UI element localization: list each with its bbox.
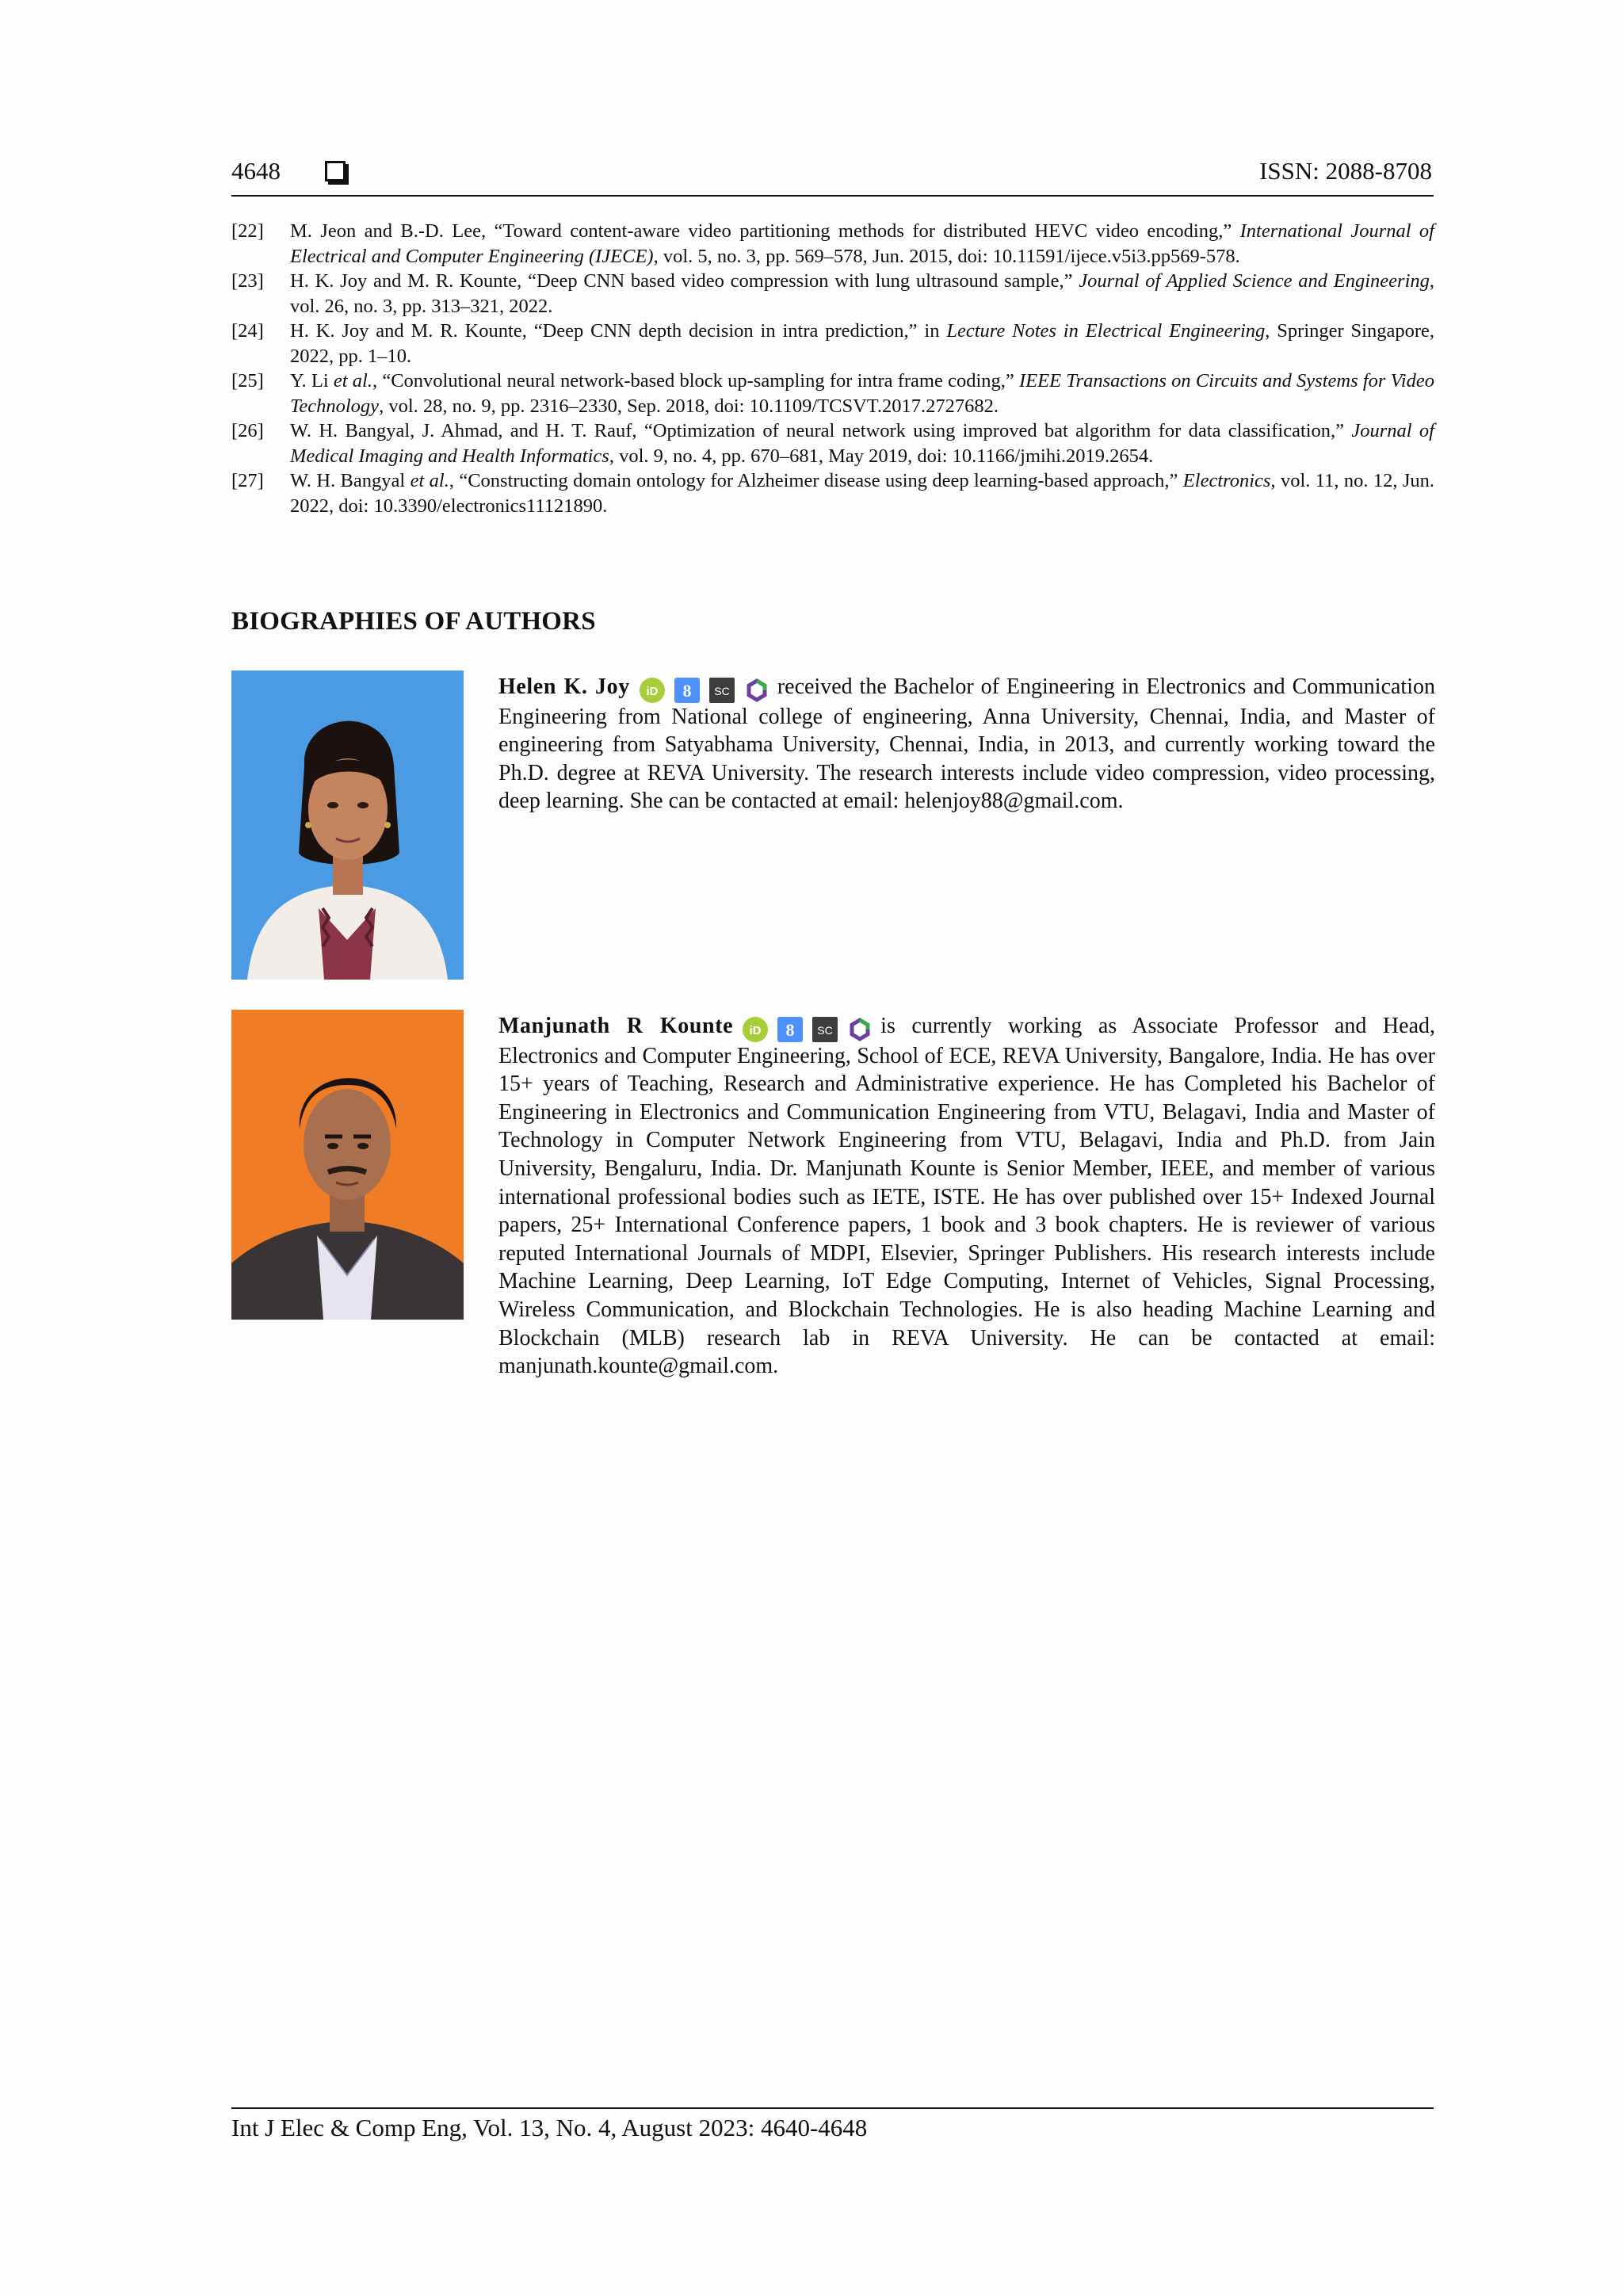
issn-label: ISSN: 2088-8708 [1259, 157, 1432, 185]
author-photo-manjunath-kounte [231, 1010, 464, 1320]
reference-item [231, 468, 1434, 518]
reference-text-part: , vol. 11, no. 12, Jun. 2022, doi: 10.3390/electronics11121890. [290, 470, 1435, 517]
reference-journal: IEEE Transactions on Circuits and Systems for Video Technology [290, 370, 1434, 417]
reference-text-part: , “Constructing domain ontology for Alzheimer disease using deep learning-based approach,” [449, 470, 1183, 491]
page-number: 4648 [231, 157, 281, 185]
reference-text-part: , vol. 26, no. 3, pp. 313–321, 2022. [290, 270, 1434, 317]
author-bio-helen-joy [498, 673, 1435, 816]
reference-text-part: W. H. Bangyal [290, 470, 411, 491]
reference-text [290, 219, 1434, 269]
reference-et-al: et al. [333, 370, 372, 392]
svg-text:SC: SC [714, 684, 730, 697]
reference-number: [26] [231, 420, 264, 441]
profile-links [640, 674, 769, 703]
author-bio-text: received the Bachelor of Engineering in Electronics and Communication Engineering from National college of engineering, Anna University, Chennai, India, and Master of engineering from Satyabhama University, Chennai, India, in 2013, and currently working toward the Ph.D. degree at REVA University. The research interests include video compression, video processing, deep learning. She can be contacted at email: helenjoy88@gmail.com. [498, 674, 1435, 814]
reference-number: [24] [231, 320, 264, 342]
profile-links [743, 1014, 873, 1042]
scopus-icon[interactable] [709, 678, 735, 703]
reference-journal: Lecture Notes in Electrical Engineering [946, 320, 1266, 342]
author-bio-manjunath-kounte [498, 1012, 1435, 1381]
page-footer: Int J Elec & Comp Eng, Vol. 13, No. 4, August 2023: 4640-4648 [231, 2107, 1434, 2144]
reference-text-part: H. K. Joy and M. R. Kounte, “Deep CNN depth decision in intra prediction,” in [290, 320, 947, 342]
reference-text [290, 369, 1434, 418]
reference-journal: Journal of Medical Imaging and Health Informatics [290, 420, 1434, 467]
reference-text-part: , vol. 9, no. 4, pp. 670–681, May 2019, doi: 10.1166/jmihi.2019.2654. [609, 445, 1154, 467]
svg-text:iD: iD [749, 1023, 762, 1037]
reference-number: [25] [231, 370, 264, 392]
reference-item [231, 219, 1434, 269]
publons-icon[interactable] [744, 678, 769, 703]
reference-text [290, 319, 1434, 369]
author-name: Helen K. Joy [498, 674, 630, 699]
reference-text-part: , Springer Singapore, 2022, pp. 1–10. [290, 320, 1434, 367]
reference-item [231, 369, 1434, 418]
scopus-icon[interactable] [812, 1017, 838, 1042]
orcid-icon[interactable] [640, 678, 665, 703]
reference-text-part: , “Convolutional neural network-based block up-sampling for intra frame coding,” [372, 370, 1019, 392]
reference-number: [22] [231, 220, 264, 242]
svg-text:8: 8 [785, 1019, 795, 1040]
biographies-heading: BIOGRAPHIES OF AUTHORS [231, 607, 596, 636]
google-scholar-icon[interactable] [674, 678, 700, 703]
reference-text [290, 468, 1434, 518]
author-bio-text: is currently working as Associate Professor and Head, Electronics and Computer Engineering, School of ECE, REVA University, Bangalore, India. He has over 15+ years of Teaching, Research and Administrative experience. He has Completed his Bachelor of Engineering in Electronics and Communication Engineering from VTU, Belagavi, India and Master of Technology in Computer Network Engineering from VTU, Belagavi, India and Ph.D. from Jain University, Bengaluru, India. Dr. Manjunath Kounte is Senior Member, IEEE, and member of various international professional bodies such as IETE, ISTE. He has over published over 15+ Indexed Journal papers, 25+ International Conference papers, 1 book and 3 book chapters. He is reviewer of various reputed International Journals of MDPI, Elsevier, Springer Publishers. His research interests include Machine Learning, Deep Learning, IoT Edge Computing, Internet of Vehicles, Signal Processing, Wireless Communication, and Blockchain Technologies. He is also heading Machine Learning and Blockchain (MLB) research lab in REVA University. He can be contacted at email: manjunath.kounte@gmail.com. [498, 1014, 1436, 1379]
reference-number: [27] [231, 470, 264, 491]
reference-journal: International Journal of Electrical and Computer Engineering (IJECE) [290, 220, 1434, 267]
reference-number: [23] [231, 270, 264, 292]
svg-text:iD: iD [646, 684, 659, 698]
reference-item [231, 269, 1434, 319]
orcid-icon[interactable] [743, 1017, 768, 1042]
publons-icon[interactable] [847, 1017, 873, 1042]
reference-journal: Journal of Applied Science and Engineering [1079, 270, 1430, 292]
google-scholar-icon[interactable] [777, 1017, 803, 1042]
reference-item [231, 319, 1434, 369]
reference-et-al: et al. [410, 470, 449, 491]
reference-journal: Electronics [1182, 470, 1271, 491]
reference-text [290, 418, 1434, 468]
square-bullet-icon [325, 161, 346, 181]
author-photo-helen-joy [231, 670, 464, 980]
reference-text-part: W. H. Bangyal, J. Ahmad, and H. T. Rauf, “Optimization of neural network using improved bat algorithm for data classification,” [290, 420, 1352, 441]
page-header [231, 155, 1434, 197]
reference-text-part: M. Jeon and B.-D. Lee, “Toward content-aware video partitioning methods for distributed HEVC video encoding,” [290, 220, 1240, 242]
reference-text-part: H. K. Joy and M. R. Kounte, “Deep CNN based video compression with lung ultrasound sample,” [290, 270, 1079, 292]
reference-item [231, 418, 1434, 468]
reference-text-part: , vol. 28, no. 9, pp. 2316–2330, Sep. 2018, doi: 10.1109/TCSVT.2017.2727682. [379, 395, 999, 417]
author-name: Manjunath R Kounte [498, 1014, 734, 1038]
reference-text [290, 269, 1434, 319]
svg-text:SC: SC [817, 1023, 833, 1037]
svg-text:8: 8 [682, 680, 692, 701]
reference-text-part: , vol. 5, no. 3, pp. 569–578, Jun. 2015, doi: 10.11591/ijece.v5i3.pp569-578. [653, 245, 1240, 267]
reference-list [231, 219, 1434, 518]
reference-text-part: Y. Li [290, 370, 334, 392]
